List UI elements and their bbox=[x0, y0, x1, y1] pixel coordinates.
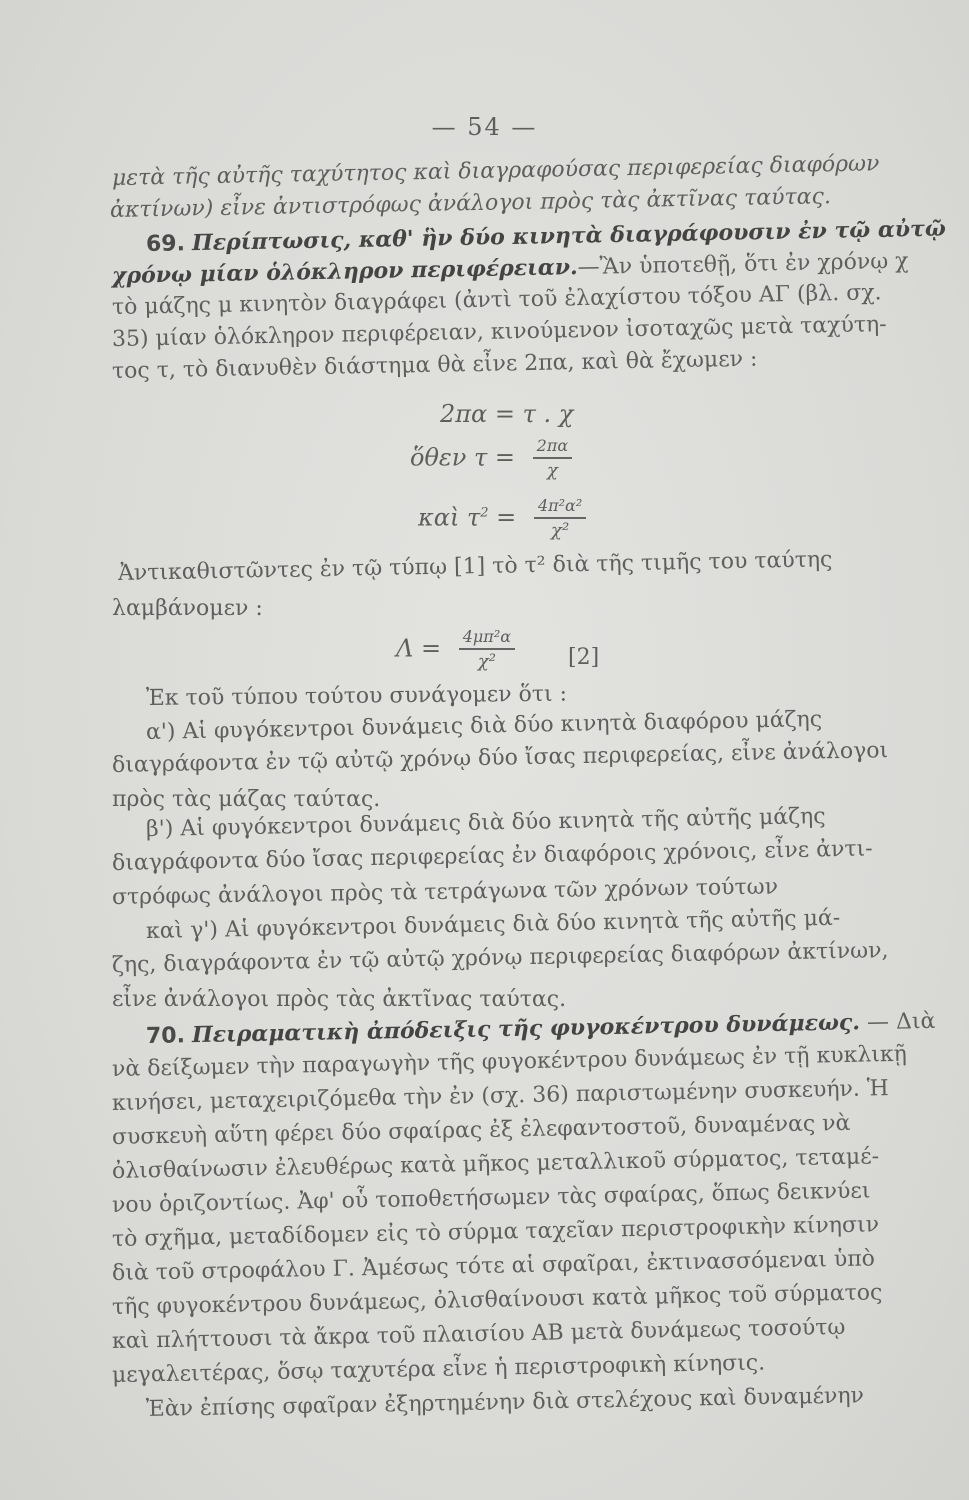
text-line: τῆς φυγοκέντρου δυνάμεως, ὀλισθαίνουσι κατὰ μῆκος τοῦ σύρματος bbox=[111, 1280, 883, 1320]
text-line: εἶνε ἀνάλογοι πρὸς τὰς ἀκτῖνας ταύτας. bbox=[112, 987, 567, 1012]
text-line: ζης, διαγράφοντα ἐν τῷ αὐτῷ χρόνῳ περιφερείας διαφόρων ἀκτίνων, bbox=[111, 938, 889, 978]
numerator: 2πα bbox=[536, 436, 569, 455]
numerator: 4μπ²α bbox=[462, 627, 512, 646]
fraction bbox=[534, 497, 586, 541]
fraction bbox=[533, 437, 573, 481]
fraction-bar bbox=[459, 648, 515, 650]
text-line: λαμβάνομεν : bbox=[112, 596, 263, 621]
denominator: χ bbox=[546, 459, 558, 481]
equation-label: [2] bbox=[568, 645, 600, 670]
section-number: 70. bbox=[145, 1023, 186, 1049]
text-line: πρὸς τὰς μάζας ταύτας. bbox=[112, 787, 381, 812]
text-line: β') Αἱ φυγόκεντροι δυνάμεις διὰ δύο κινητὰ τῆς αὐτῆς μάζης bbox=[145, 803, 826, 842]
equation-3 bbox=[418, 497, 586, 541]
numerator: 4π²α² bbox=[537, 496, 583, 515]
exponent: 2 bbox=[480, 505, 489, 521]
section-title: Πειραματικὴ ἀπόδειξις τῆς φυγοκέντρου δυνάμεως. bbox=[191, 1009, 861, 1049]
text-line: τὸ σχῆμα, μεταδίδομεν εἰς τὸ σύρμα ταχεῖαν περιστροφικὴν κίνησιν bbox=[111, 1212, 880, 1252]
text-line: νου ὁριζοντίως. Ἀφ' οὗ τοποθετήσωμεν τὰς σφαίρας, ὅπως δεικνύει bbox=[111, 1178, 871, 1218]
text-line: στρόφως ἀνάλογοι πρὸς τὰ τετράγωνα τῶν χρόνων τούτων bbox=[111, 874, 779, 910]
equation-lhs: καὶ τ bbox=[418, 503, 481, 532]
section-title: Περίπτωσις, καθ' ἣν δύο κινητὰ διαγράφουσιν ἐν τῷ αὐτῷ bbox=[191, 215, 947, 257]
text-line: α') Αἱ φυγόκεντροι δυνάμεις διὰ δύο κινητὰ διαφόρου μάζης bbox=[145, 707, 823, 745]
equals-sign: = bbox=[488, 503, 517, 532]
text-line: συσκευὴ αὕτη φέρει δύο σφαίρας ἐξ ἐλεφαντοστοῦ, δυναμένας νὰ bbox=[111, 1110, 851, 1150]
equation-lhs: Λ = bbox=[396, 634, 442, 663]
text-line: μετὰ τῆς αὐτῆς ταχύτητος καὶ διαγραφούσας περιφερείας διαφόρων bbox=[111, 151, 880, 191]
section-number: 69. bbox=[145, 231, 186, 257]
text-line: ἀκτίνων) εἶνε ἀντιστρόφως ἀνάλογοι πρὸς τὰς ἀκτῖνας ταύτας. bbox=[109, 184, 832, 223]
equation-1: 2πα = τ . χ bbox=[440, 400, 574, 428]
fraction-bar bbox=[534, 517, 586, 519]
equation-lhs: ὅθεν τ = bbox=[410, 443, 516, 472]
fraction-bar bbox=[533, 457, 573, 459]
text-line: κινήσει, μεταχειριζόμεθα τὴν ἐν (σχ. 36) παριστωμένην συσκευήν. Ἡ bbox=[111, 1076, 889, 1116]
text-line: 35) μίαν ὁλόκληρον περιφέρειαν, κινούμενον ἰσοταχῶς μετὰ ταχύτη- bbox=[111, 312, 887, 352]
text-span: — Διὰ bbox=[859, 1008, 936, 1036]
text-line: καὶ πλήττουσι τὰ ἄκρα τοῦ πλαισίου ΑΒ μετὰ δυνάμεως τοσούτῳ bbox=[111, 1314, 846, 1354]
text-line: διὰ τοῦ στροφάλου Γ. Ἀμέσως τότε αἱ σφαῖραι, ἐκτινασσόμεναι ὑπὸ bbox=[111, 1246, 876, 1286]
text-line: τος τ, τὸ διανυθὲν διάστημα θὰ εἶνε 2πα, καὶ θὰ ἔχωμεν : bbox=[111, 346, 758, 384]
denominator: χ² bbox=[551, 519, 570, 541]
text-line: διαγράφοντα δύο ἴσας περιφερείας ἐν διαφόροις χρόνοις, εἶνε ἀντι- bbox=[111, 836, 873, 876]
equation-4 bbox=[396, 628, 515, 672]
page-number: — 54 — bbox=[431, 113, 538, 141]
text-line: Ἐκ τοῦ τύπου τούτου συνάγομεν ὅτι : bbox=[145, 681, 568, 711]
text-span: —Ἂν ὑποτεθῇ, ὅτι ἐν χρόνῳ χ bbox=[577, 248, 909, 281]
text-line: Ἐὰν ἐπίσης σφαῖραν ἐξηρτημένην διὰ στελέχους καὶ δυναμένην bbox=[145, 1383, 865, 1422]
text-line: μεγαλειτέρας, ὅσῳ ταχυτέρα εἶνε ἡ περιστροφικὴ κίνησις. bbox=[111, 1350, 766, 1388]
text-line: καὶ γ') Αἱ φυγόκεντροι δυνάμεις διὰ δύο κινητὰ τῆς αὐτῆς μά- bbox=[145, 905, 841, 944]
denominator: χ² bbox=[477, 650, 496, 672]
text-line: Ἀντικαθιστῶντες ἐν τῷ τύπῳ [1] τὸ τ² διὰ τῆς τιμῆς του ταύτης bbox=[117, 547, 833, 586]
section-title-cont: χρόνῳ μίαν ὁλόκληρον περιφέρειαν. bbox=[111, 254, 578, 289]
text-line: τὸ μάζης μ κινητὸν διαγράφει (ἀντὶ τοῦ ἐλαχίστου τόξου ΑΓ (βλ. σχ. bbox=[111, 280, 882, 320]
equation-2 bbox=[410, 437, 572, 481]
fraction bbox=[459, 628, 515, 672]
text-line: νὰ δείξωμεν τὴν παραγωγὴν τῆς φυγοκέντρου δυνάμεως ἐν τῇ κυκλικῇ bbox=[111, 1041, 908, 1082]
text-line: διαγράφοντα ἐν τῷ αὐτῷ χρόνῳ δύο ἴσας περιφερείας, εἶνε ἀνάλογοι bbox=[111, 738, 889, 778]
text-line: ὀλισθαίνωσιν ἐλευθέρως κατὰ μῆκος μεταλλικοῦ σύρματος, τεταμέ- bbox=[111, 1144, 880, 1184]
